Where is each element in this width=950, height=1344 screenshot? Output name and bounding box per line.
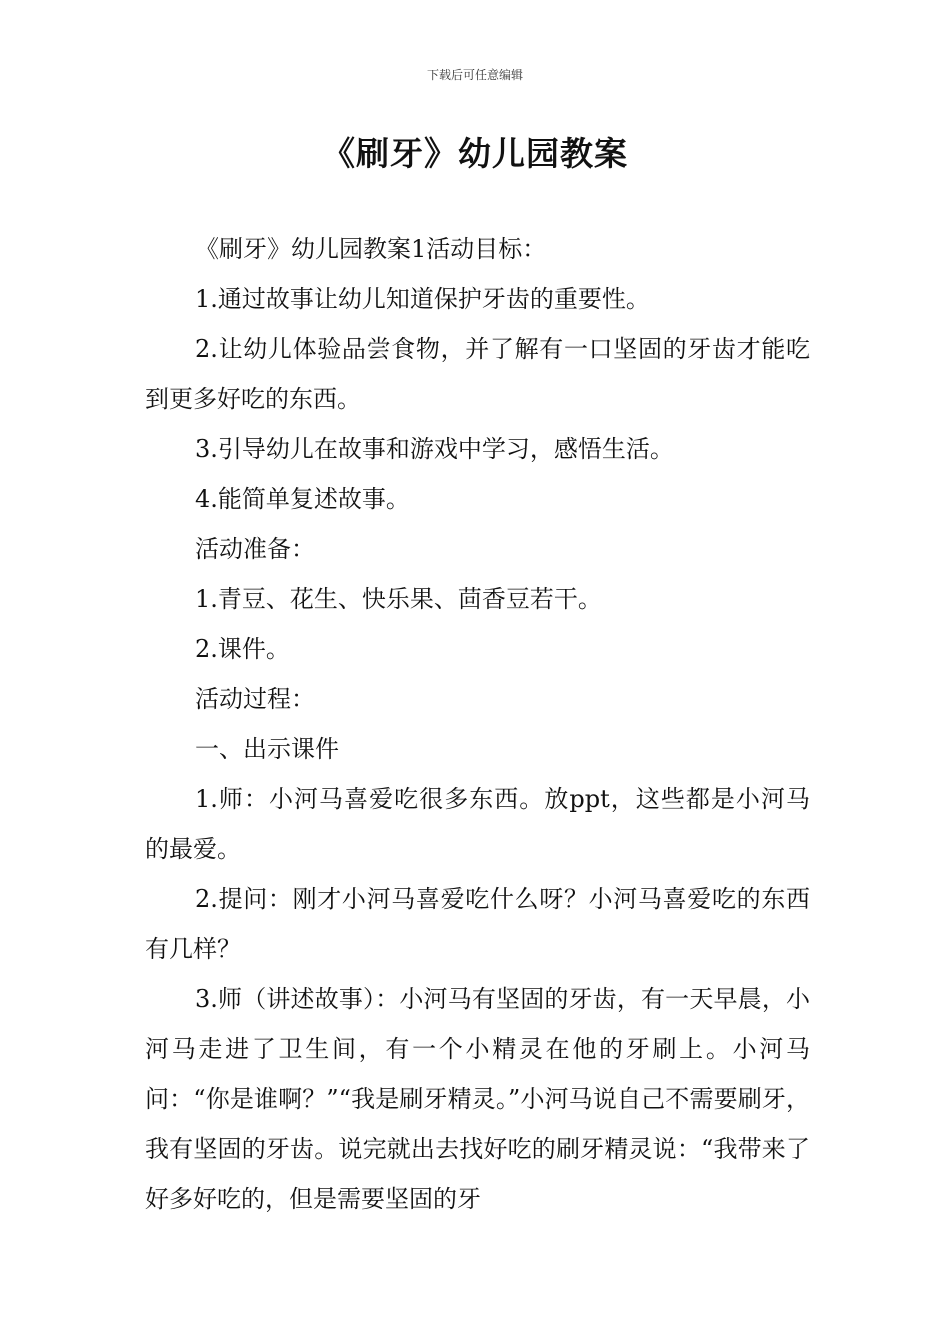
page-title: 《刷牙》幼儿园教案 xyxy=(322,134,628,173)
header-note: 下载后可任意编辑 xyxy=(426,68,523,82)
paragraph-objective-3: 3.引导幼儿在故事和游戏中学习，感悟生活。 xyxy=(195,435,674,463)
paragraph-section-1-heading: 一、出示课件 xyxy=(195,735,339,763)
paragraph-objective-2: 2.让幼儿体验品尝食物，并了解有一口坚固的牙齿才能吃到更多好吃的东西。 xyxy=(145,335,810,413)
paragraph-preparation-2: 2.课件。 xyxy=(195,635,290,663)
paragraph-process-heading: 活动过程： xyxy=(195,685,315,713)
document-body xyxy=(145,224,810,1224)
paragraph-objective-4: 4.能简单复述故事。 xyxy=(195,485,410,513)
paragraph-objective-1: 1.通过故事让幼儿知道保护牙齿的重要性。 xyxy=(195,285,650,313)
paragraph-step-1: 1.师：小河马喜爱吃很多东西。放ppt，这些都是小河马的最爱。 xyxy=(145,785,810,863)
paragraph-step-2: 2.提问：刚才小河马喜爱吃什么呀？小河马喜爱吃的东西有几样？ xyxy=(145,885,810,963)
paragraph-preparation-1: 1.青豆、花生、快乐果、茴香豆若干。 xyxy=(195,585,602,613)
paragraph-step-3: 3.师（讲述故事）：小河马有坚固的牙齿，有一天早晨，小河马走进了卫生间，有一个小精灵在他的牙刷上。小河马问：“你是谁啊？”“我是刷牙精灵。”小河马说自己不需要刷牙，我有坚固的牙齿。说完就出去找好吃的刷牙精灵说：“我带来了好多好吃的，但是需要坚固的牙 xyxy=(145,985,810,1213)
paragraph-objectives-heading: 《刷牙》幼儿园教案1活动目标： xyxy=(195,235,547,263)
paragraph-preparation-heading: 活动准备： xyxy=(195,535,315,563)
